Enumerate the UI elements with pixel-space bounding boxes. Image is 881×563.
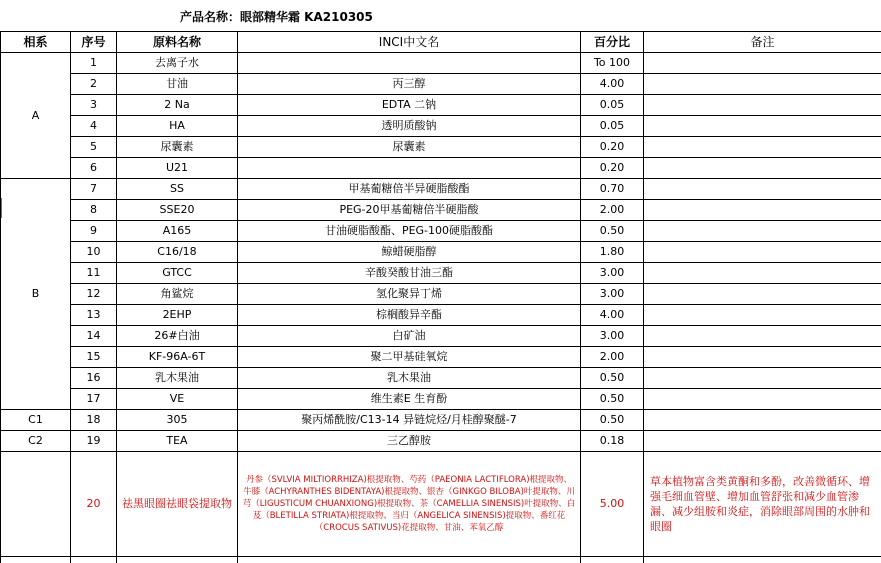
table-row: [1, 284, 881, 305]
inci-cell[interactable]: 丙三醇: [238, 74, 581, 95]
percent-cell[interactable]: 3.00: [581, 263, 644, 284]
inci-cell[interactable]: 丹参（SVLVIA MILTIORRHIZA)根提取物、芍药（PAEONIA LACTIFLORA)根提取物、牛膝（ACHYRANTHES BIDENTAYA)根提取物、银杏（GINKGO BILOBA)叶提取物、川芎（LIGUSTICUM CHUANXIONG)根提取物、茶（CAMELLIA SINENSIS)叶提取物、白芨（BLETILLA STRIATA)根提取物、当归（ANGELICA SINENSIS)提取物、番红花（CROCUS SATIVUS)花提取物、甘油、苯氧乙醇: [238, 452, 581, 557]
percent-cell[interactable]: 0.18: [581, 431, 644, 452]
empty-cell[interactable]: [117, 557, 238, 563]
inci-cell[interactable]: 聚丙烯酰胺/C13-14 异链烷烃/月桂醇聚醚-7: [238, 410, 581, 431]
note-cell[interactable]: [644, 305, 881, 326]
percent-cell[interactable]: 0.50: [581, 389, 644, 410]
material-cell[interactable]: GTCC: [117, 263, 238, 284]
inci-cell[interactable]: 辛酸癸酸甘油三酯: [238, 263, 581, 284]
table-row: [1, 347, 881, 368]
col-header-phase[interactable]: 相系: [1, 32, 71, 53]
col-header-seq[interactable]: 序号: [71, 32, 117, 53]
table-row: [1, 137, 881, 158]
seq-cell[interactable]: 20: [71, 452, 117, 557]
percent-cell[interactable]: 1.80: [581, 242, 644, 263]
note-cell[interactable]: [644, 263, 881, 284]
percent-cell[interactable]: 5.00: [581, 452, 644, 557]
percent-cell[interactable]: 0.05: [581, 95, 644, 116]
note-cell[interactable]: [644, 221, 881, 242]
inci-cell[interactable]: PEG-20甲基葡糖倍半硬脂酸: [238, 200, 581, 221]
empty-cell[interactable]: [238, 557, 581, 563]
table-row: [1, 431, 881, 452]
seq-cell[interactable]: 5: [71, 137, 117, 158]
seq-cell[interactable]: 6: [71, 158, 117, 179]
inci-cell[interactable]: 尿囊素: [238, 137, 581, 158]
inci-cell[interactable]: 白矿油: [238, 326, 581, 347]
empty-cell[interactable]: [1, 557, 71, 563]
material-cell[interactable]: SSE20: [117, 200, 238, 221]
percent-cell[interactable]: 0.50: [581, 221, 644, 242]
percent-cell[interactable]: 0.50: [581, 410, 644, 431]
material-cell[interactable]: TEA: [117, 431, 238, 452]
material-cell[interactable]: VE: [117, 389, 238, 410]
table-row: [1, 452, 881, 557]
material-cell[interactable]: 26#白油: [117, 326, 238, 347]
note-cell[interactable]: [644, 158, 881, 179]
note-cell[interactable]: [644, 74, 881, 95]
phase-cell-a[interactable]: A: [1, 53, 71, 179]
note-cell[interactable]: [644, 179, 881, 200]
note-cell[interactable]: [644, 200, 881, 221]
table-row: [1, 242, 881, 263]
table-row: [1, 116, 881, 137]
percent-cell[interactable]: 4.00: [581, 74, 644, 95]
table-row: [1, 53, 881, 74]
phase-cell-b[interactable]: B: [1, 179, 71, 410]
seq-cell[interactable]: 15: [71, 347, 117, 368]
table-row: [1, 389, 881, 410]
inci-cell[interactable]: EDTA 二钠: [238, 95, 581, 116]
table-row: [1, 263, 881, 284]
inci-cell[interactable]: [238, 53, 581, 74]
col-header-note[interactable]: 备注: [644, 32, 881, 53]
inci-cell[interactable]: 维生素E 生育酚: [238, 389, 581, 410]
note-cell[interactable]: [644, 137, 881, 158]
phase-cell-empty[interactable]: [1, 452, 71, 557]
percent-cell[interactable]: 3.00: [581, 284, 644, 305]
table-row: [1, 95, 881, 116]
seq-cell[interactable]: 17: [71, 389, 117, 410]
note-cell[interactable]: [644, 326, 881, 347]
note-cell[interactable]: [644, 116, 881, 137]
col-header-inci[interactable]: INCI中文名: [238, 32, 581, 53]
material-cell[interactable]: 甘油: [117, 74, 238, 95]
seq-cell[interactable]: 16: [71, 368, 117, 389]
table-row: [1, 368, 881, 389]
inci-cell[interactable]: 透明质酸钠: [238, 116, 581, 137]
seq-cell[interactable]: 12: [71, 284, 117, 305]
material-cell[interactable]: KF-96A-6T: [117, 347, 238, 368]
inci-cell[interactable]: 甘油硬脂酸酯、PEG-100硬脂酸酯: [238, 221, 581, 242]
percent-cell[interactable]: 3.00: [581, 326, 644, 347]
empty-cell[interactable]: [644, 557, 881, 563]
material-cell[interactable]: HA: [117, 116, 238, 137]
col-header-percent[interactable]: 百分比: [581, 32, 644, 53]
inci-cell[interactable]: 聚二甲基硅氧烷: [238, 347, 581, 368]
inci-cell[interactable]: 棕榈酸异辛酯: [238, 305, 581, 326]
table-row: [1, 221, 881, 242]
material-cell[interactable]: 尿囊素: [117, 137, 238, 158]
table-row: [1, 326, 881, 347]
note-cell[interactable]: [644, 284, 881, 305]
seq-cell[interactable]: 8: [71, 200, 117, 221]
col-header-material[interactable]: 原料名称: [117, 32, 238, 53]
note-cell[interactable]: [644, 431, 881, 452]
seq-cell[interactable]: 19: [71, 431, 117, 452]
seq-cell[interactable]: 7: [71, 179, 117, 200]
percent-cell[interactable]: 0.70: [581, 179, 644, 200]
material-cell[interactable]: 去离子水: [117, 53, 238, 74]
percent-cell[interactable]: 4.00: [581, 305, 644, 326]
note-cell[interactable]: [644, 242, 881, 263]
material-cell[interactable]: 祛黑眼圈祛眼袋提取物: [117, 452, 238, 557]
seq-cell[interactable]: 1: [71, 53, 117, 74]
table-row: [1, 179, 881, 200]
material-cell[interactable]: U21: [117, 158, 238, 179]
table-row: [1, 410, 881, 431]
material-cell[interactable]: 角鲨烷: [117, 284, 238, 305]
table-row: [1, 74, 881, 95]
material-cell[interactable]: SS: [117, 179, 238, 200]
inci-cell[interactable]: [238, 158, 581, 179]
empty-cell[interactable]: [581, 557, 644, 563]
phase-cell-c1[interactable]: C1: [1, 410, 71, 431]
seq-cell[interactable]: 10: [71, 242, 117, 263]
empty-cell[interactable]: [71, 557, 117, 563]
seq-cell[interactable]: 3: [71, 95, 117, 116]
inci-cell[interactable]: 鲸蜡硬脂醇: [238, 242, 581, 263]
seq-cell[interactable]: 13: [71, 305, 117, 326]
formula-table: [0, 31, 881, 563]
table-row: [1, 200, 881, 221]
phase-cell-c2[interactable]: C2: [1, 431, 71, 452]
note-cell[interactable]: [644, 347, 881, 368]
table-row: [1, 158, 881, 179]
material-cell[interactable]: 乳木果油: [117, 368, 238, 389]
seq-cell[interactable]: 2: [71, 74, 117, 95]
material-cell[interactable]: A165: [117, 221, 238, 242]
product-title: 产品名称：眼部精华霜 KA210305: [180, 8, 680, 26]
table-row: [1, 557, 881, 563]
material-cell[interactable]: 2EHP: [117, 305, 238, 326]
material-cell[interactable]: 2 Na: [117, 95, 238, 116]
seq-cell[interactable]: 4: [71, 116, 117, 137]
note-cell[interactable]: [644, 410, 881, 431]
seq-cell[interactable]: 14: [71, 326, 117, 347]
inci-cell[interactable]: 甲基葡糖倍半异硬脂酸酯: [238, 179, 581, 200]
note-cell[interactable]: [644, 389, 881, 410]
note-cell[interactable]: 草本植物富含类黄酮和多酚，改善微循环、增强毛细血管壁、增加血管舒张和减少血管渗漏、减少组胺和炎症，消除眼部周围的水肿和眼圈: [644, 452, 881, 557]
inci-cell[interactable]: 三乙醇胺: [238, 431, 581, 452]
percent-cell[interactable]: 0.50: [581, 368, 644, 389]
percent-cell[interactable]: 2.00: [581, 347, 644, 368]
note-cell[interactable]: [644, 53, 881, 74]
percent-cell[interactable]: 0.05: [581, 116, 644, 137]
percent-cell[interactable]: 0.20: [581, 158, 644, 179]
percent-cell[interactable]: 2.00: [581, 200, 644, 221]
percent-cell[interactable]: 0.20: [581, 137, 644, 158]
header-row: [1, 32, 881, 53]
percent-cell[interactable]: To 100: [581, 53, 644, 74]
note-cell[interactable]: [644, 368, 881, 389]
note-cell[interactable]: [644, 95, 881, 116]
seq-cell[interactable]: 11: [71, 263, 117, 284]
material-cell[interactable]: C16/18: [117, 242, 238, 263]
seq-cell[interactable]: 18: [71, 410, 117, 431]
seq-cell[interactable]: 9: [71, 221, 117, 242]
table-row: [1, 305, 881, 326]
inci-cell[interactable]: 氢化聚异丁烯: [238, 284, 581, 305]
inci-cell[interactable]: 乳木果油: [238, 368, 581, 389]
material-cell[interactable]: 305: [117, 410, 238, 431]
